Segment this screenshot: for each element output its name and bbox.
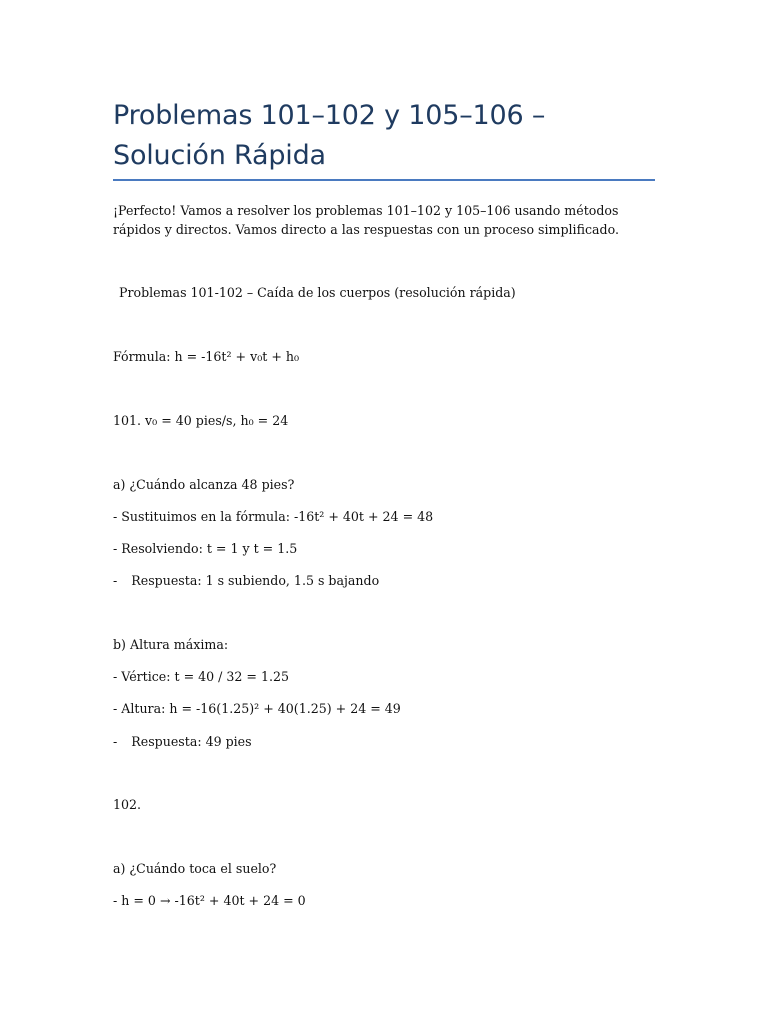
answer-dash: - [113, 573, 118, 588]
section-heading: Problemas 101-102 – Caída de los cuerpos (resolución rápida) [119, 285, 516, 300]
problem-102-label: 102. [113, 797, 142, 812]
problem-102-a-step-1: - h = 0 → -16t² + 40t + 24 = 0 [113, 893, 306, 908]
problem-102-a-question: a) ¿Cuándo toca el suelo? [113, 861, 277, 876]
title-underline [113, 179, 655, 181]
problem-101-a-answer [113, 573, 379, 588]
problem-101-b-step-2: - Altura: h = -16(1.25)² + 40(1.25) + 24 = 49 [113, 701, 401, 716]
formula-line: Fórmula: h = -16t² + v₀t + h₀ [113, 349, 300, 364]
answer-text: Respuesta: 1 s subiendo, 1.5 s bajando [131, 573, 380, 588]
answer-text: Respuesta: 49 pies [131, 734, 252, 749]
problem-101-b-question: b) Altura máxima: [113, 637, 229, 652]
document-title: Problemas 101–102 y 105–106 – Solución Rápida [113, 100, 546, 171]
problem-101-label: 101. v₀ = 40 pies/s, h₀ = 24 [113, 413, 289, 428]
problem-101-b-step-1: - Vértice: t = 40 / 32 = 1.25 [113, 669, 290, 684]
problem-101-b-answer [113, 734, 252, 749]
problem-101-a-step-1: - Sustituimos en la fórmula: -16t² + 40t + 24 = 48 [113, 509, 434, 524]
problem-101-a-step-2: - Resolviendo: t = 1 y t = 1.5 [113, 541, 298, 556]
problem-101-a-question: a) ¿Cuándo alcanza 48 pies? [113, 477, 295, 492]
intro-paragraph: ¡Perfecto! Vamos a resolver los problemas 101–102 y 105–106 usando métodos rápidos y directos. Vamos directo a las respuestas con un proceso simplificado. [113, 203, 619, 237]
answer-dash: - [113, 734, 118, 749]
